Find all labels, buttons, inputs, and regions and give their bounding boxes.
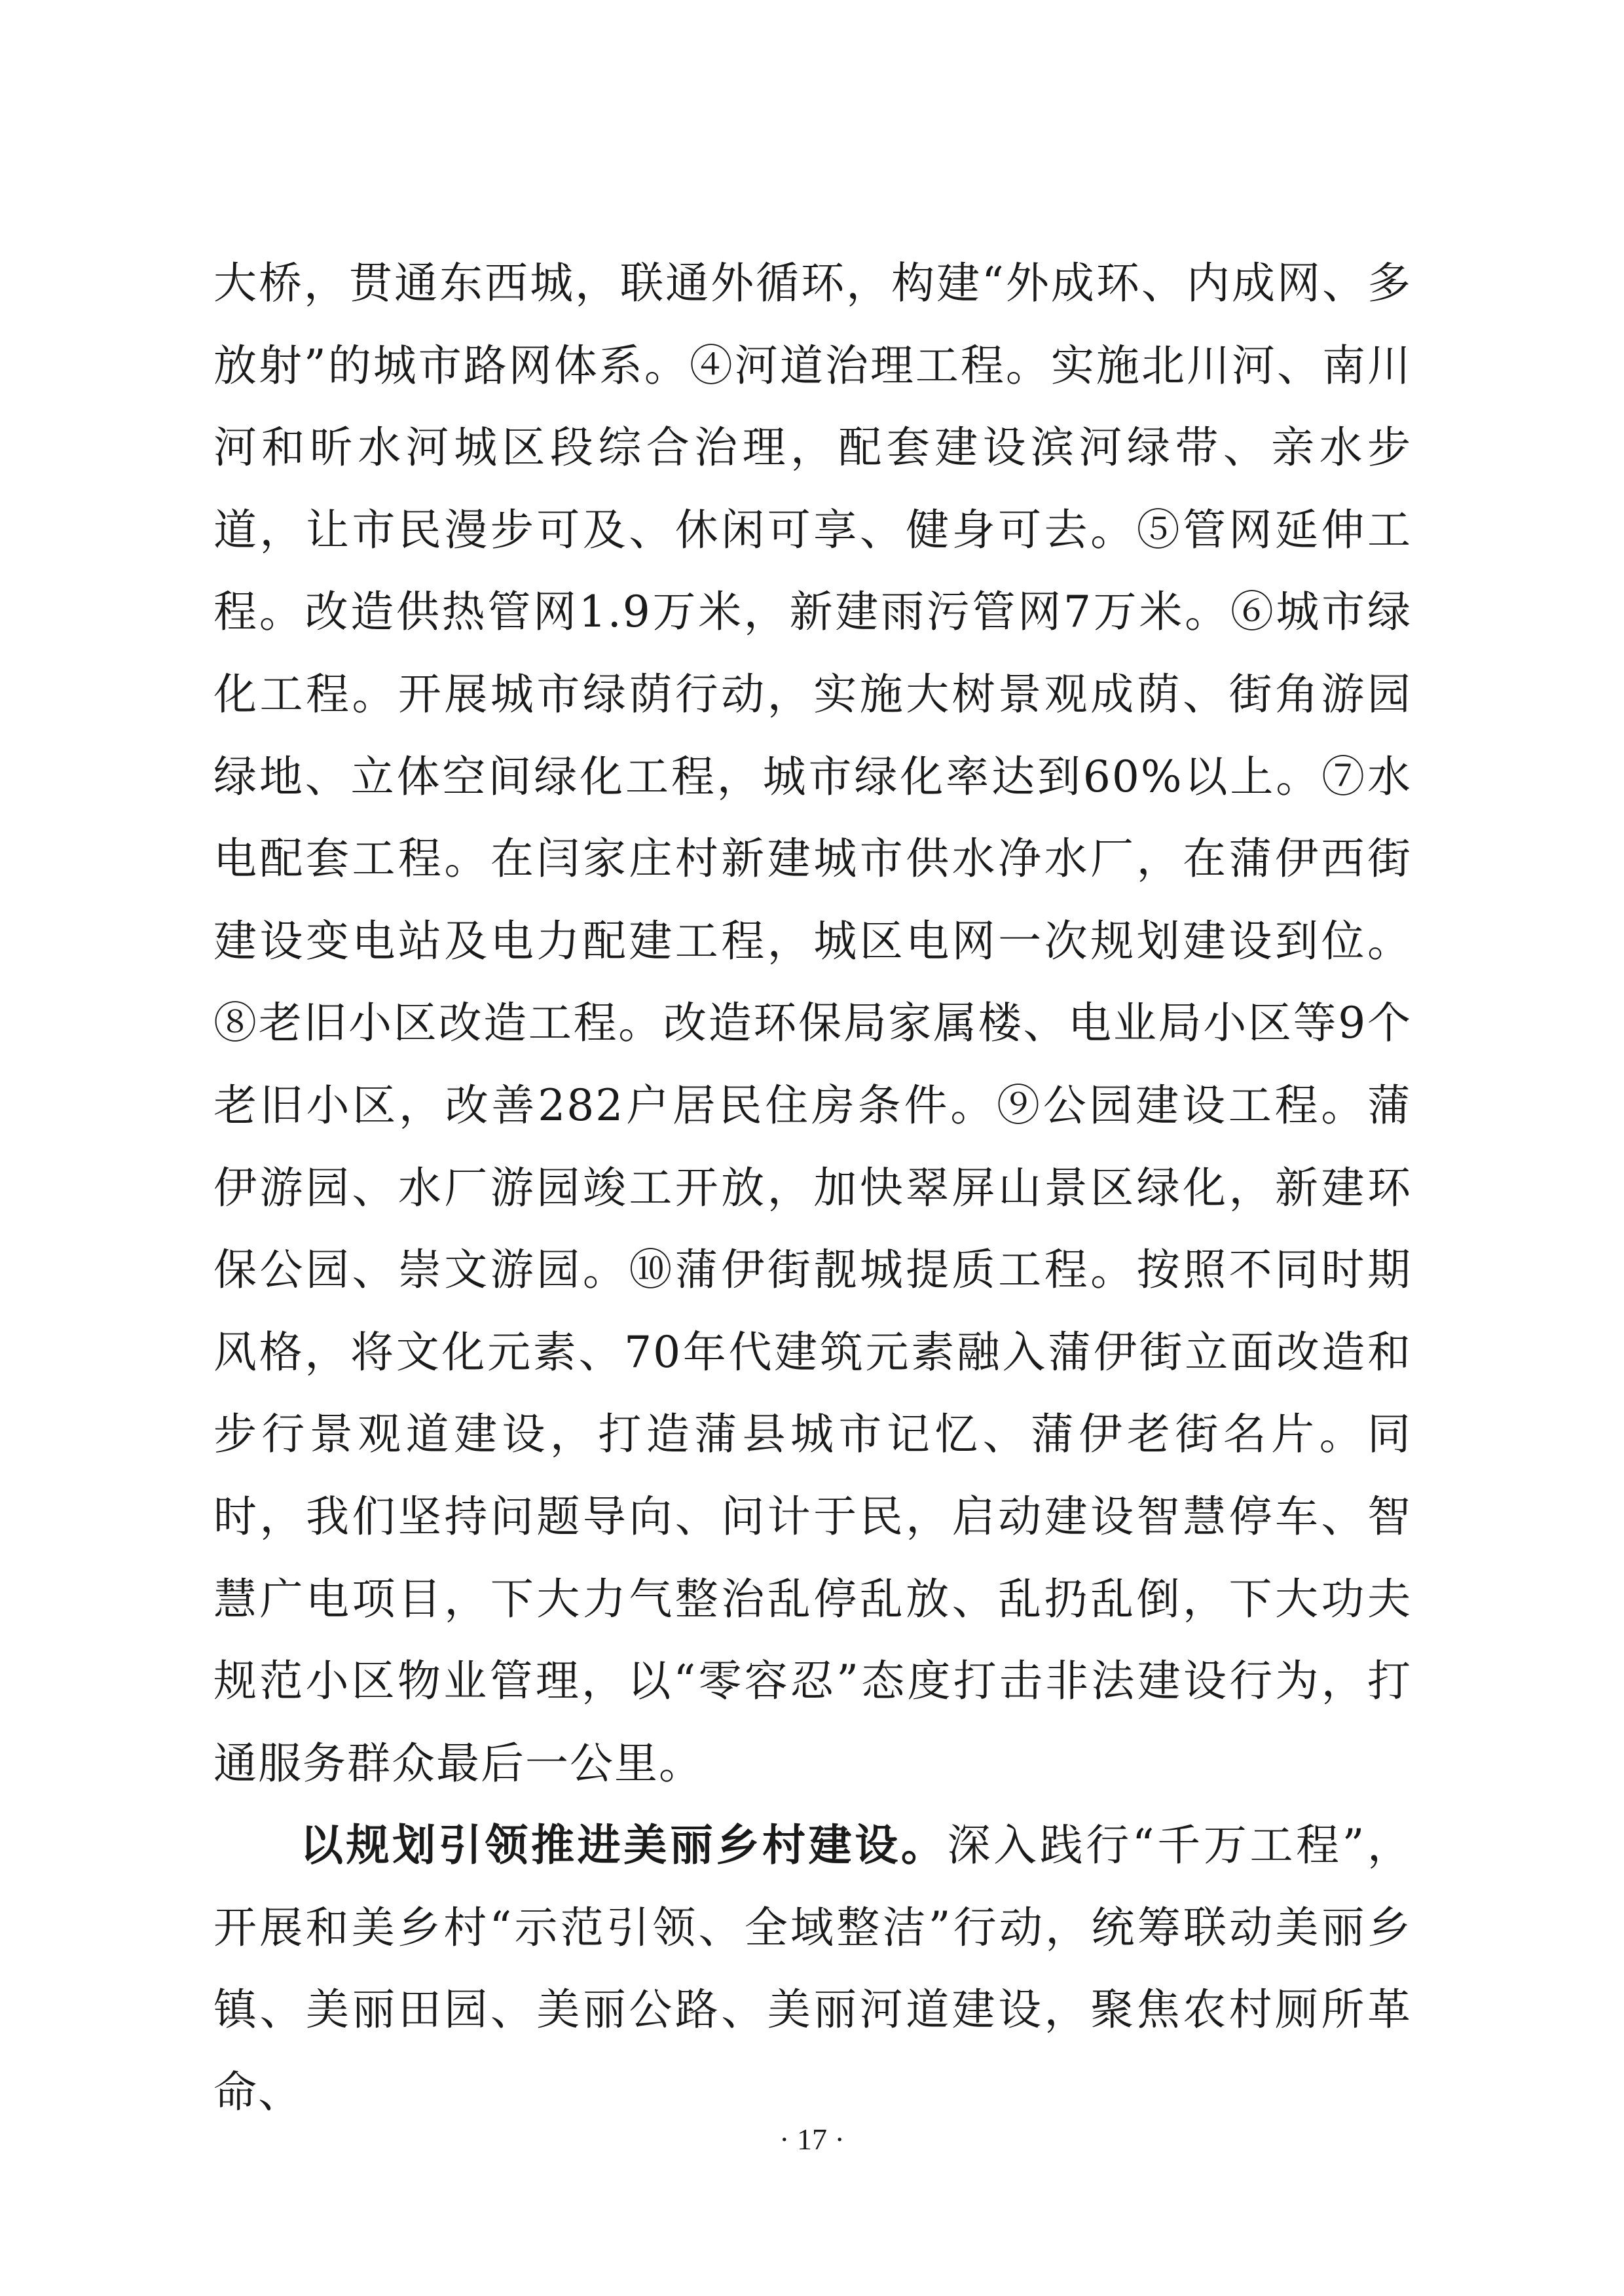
paragraph-text: 大桥，贯通东西城，联通外循环，构建“外成环、内成网、多放射”的城市路网体系。④河道治理工程。实施北川河、南川河和昕水河城区段综合治理，配套建设滨河绿带、亲水步道，让市民漫步可及、休闲可享、健身可去。⑤管网延伸工程。改造供热管网1.9万米，新建雨污管网7万米。⑥城市绿化工程。开展城市绿荫行动，实施大树景观成荫、街角游园绿地、立体空间绿化工程，城市绿化率达到60%以上。⑦水电配套工程。在闫家庄村新建城市供水净水厂，在蒲伊西街建设变电站及电力配建工程，城区电网一次规划建设到位。⑧老旧小区改造工程。改造环保局家属楼、电业局小区等9个老旧小区，改善282户居民住房条件。⑨公园建设工程。蒲伊游园、水厂游园竣工开放，加快翠屏山景区绿化，新建环保公园、崇文游园。⑩蒲伊街靓城提质工程。按照不同时期风格，将文化元素、70年代建筑元素融入蒲伊街立面改造和步行景观道建设，打造蒲县城市记忆、蒲伊老街名片。同时，我们坚持问题导向、问计于民，启动建设智慧停车、智慧广电项目，下大力气整治乱停乱放、乱扔乱倒，下大功夫规范小区物业管理，以“零容忍”态度打击非法建设行为，打通服务群众最后一公里。 xyxy=(213,258,1412,1789)
paragraph-beautiful-village xyxy=(213,1804,1412,2133)
paragraph-lead: 以规划引领推进美丽乡村建设。 xyxy=(300,1819,948,1871)
paragraph-text: 深入践行“千万工程”，开展和美乡村“示范引领、全域整洁”行动，统筹联动美丽乡镇、美丽田园、美丽公路、美丽河道建设，聚焦农村厕所革命、 xyxy=(213,1820,1412,2118)
document-body xyxy=(213,242,1412,2134)
paragraph-urban-projects xyxy=(213,242,1412,1804)
page-number: · 17 · xyxy=(779,2123,845,2156)
